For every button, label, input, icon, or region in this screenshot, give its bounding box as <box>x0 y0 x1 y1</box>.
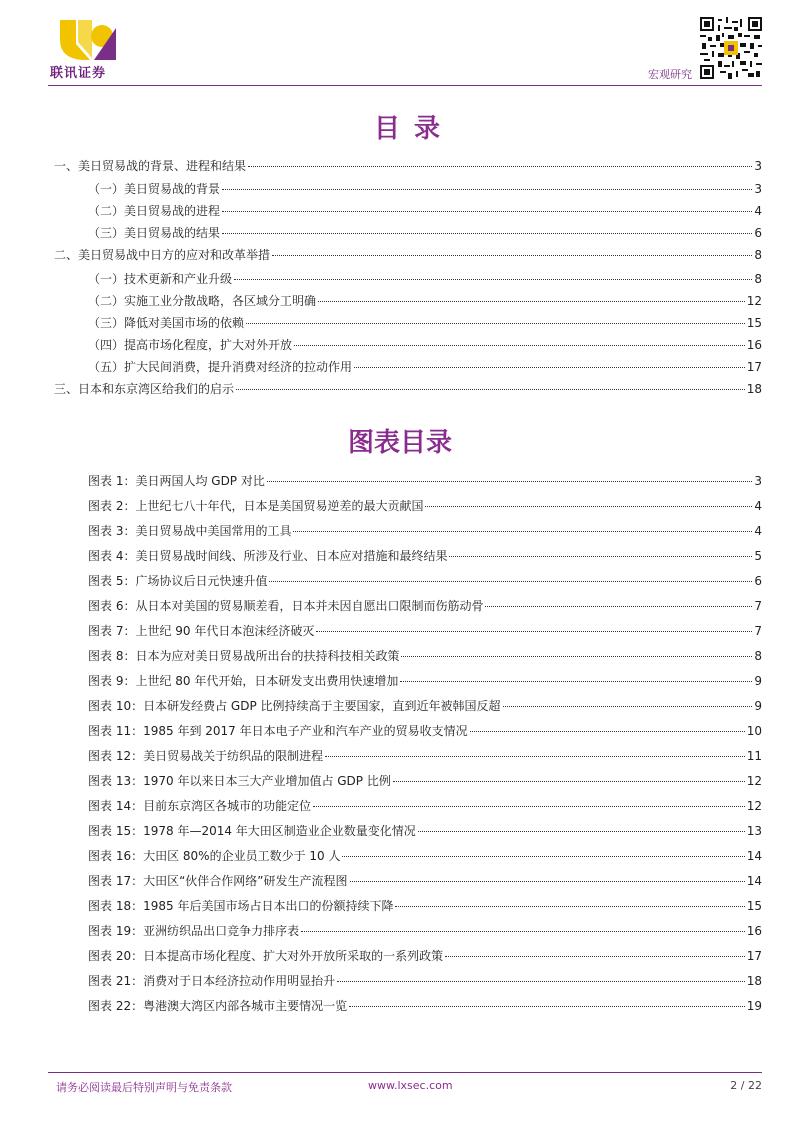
leader-dots <box>246 322 745 324</box>
figure-entry-title: 图表 20：日本提高市场化程度、扩大对外开放所采取的一系列政策 <box>88 949 444 963</box>
figure-entry-title: 图表 18：1985 年后美国市场占日本出口的份额持续下降 <box>88 899 394 913</box>
figure-entry-page: 10 <box>746 724 762 738</box>
figure-entry-title: 图表 13：1970 年以来日本三大产业增加值占 GDP 比例 <box>88 774 391 788</box>
toc-entry-page: 16 <box>746 338 762 352</box>
figure-entry-title: 图表 9：上世纪 80 年代开始，日本研发支出费用快速增加 <box>88 674 399 688</box>
leader-dots <box>325 755 745 757</box>
figure-entry-title: 图表 5：广场协议后日元快速升值 <box>88 574 268 588</box>
figure-entry-page: 18 <box>746 974 762 988</box>
leader-dots <box>236 388 745 390</box>
figure-entry[interactable] <box>88 547 762 564</box>
toc-entry[interactable] <box>88 336 762 353</box>
figure-entry-title: 图表 16：大田区 80%的企业员工数少于 10 人 <box>88 849 341 863</box>
leader-dots <box>449 555 752 557</box>
figure-entry-title: 图表 7：上世纪 90 年代日本泡沫经济破灭 <box>88 624 315 638</box>
leader-dots <box>234 278 752 280</box>
toc-entry-page: 15 <box>746 316 762 330</box>
leader-dots <box>222 210 752 212</box>
figure-entry[interactable] <box>88 847 762 864</box>
figure-entry-page: 5 <box>754 549 762 563</box>
figure-entry-title: 图表 3：美日贸易战中美国常用的工具 <box>88 524 292 538</box>
leader-dots <box>425 505 752 507</box>
figure-entry[interactable] <box>88 972 762 989</box>
figure-entry-page: 7 <box>754 624 762 638</box>
figure-entry-title: 图表 10：日本研发经费占 GDP 比例持续高于主要国家，直到近年被韩国反超 <box>88 699 501 713</box>
figure-entry-title: 图表 21：消费对于日本经济拉动作用明显抬升 <box>88 974 336 988</box>
leader-dots <box>222 188 752 190</box>
figure-entry-page: 12 <box>746 799 762 813</box>
figure-entry-title: 图表 12：美日贸易战关于纺织品的限制进程 <box>88 749 324 763</box>
figure-entry[interactable] <box>88 472 762 489</box>
toc-entry-title: （二）美日贸易战的进程 <box>88 204 221 218</box>
leader-dots <box>248 165 752 167</box>
toc-entry-page: 3 <box>754 182 762 196</box>
figure-entry-page: 14 <box>746 849 762 863</box>
figures-heading: 图表目录 <box>347 428 452 458</box>
leader-dots <box>445 955 745 957</box>
figure-entry[interactable] <box>88 672 762 689</box>
leader-dots <box>272 254 752 256</box>
toc-entry-page: 17 <box>746 360 762 374</box>
leader-dots <box>293 530 752 532</box>
figure-entry[interactable] <box>88 897 762 914</box>
figure-entry-title: 图表 19：亚洲纺织品出口竞争力排序表 <box>88 924 300 938</box>
figure-entry-title: 图表 15：1978 年—2014 年大田区制造业企业数量变化情况 <box>88 824 416 838</box>
toc-entry-page: 4 <box>754 204 762 218</box>
figure-entry[interactable] <box>88 872 762 889</box>
leader-dots <box>401 655 752 657</box>
brand-name: 联讯证券 <box>50 66 107 81</box>
leader-dots <box>354 366 745 368</box>
figure-entry[interactable] <box>88 747 762 764</box>
figure-entry-title: 图表 1：美日两国人均 GDP 对比 <box>88 474 265 488</box>
figure-entry[interactable] <box>88 522 762 539</box>
toc-entry-title: 一、美日贸易战的背景、进程和结果 <box>54 159 247 173</box>
leader-dots <box>393 780 745 782</box>
figure-entry-title: 图表 17：大田区“伙伴合作网络”研发生产流程图 <box>88 874 348 888</box>
figure-entry[interactable] <box>88 722 762 739</box>
leader-dots <box>503 705 753 707</box>
qr-code-icon <box>700 17 762 79</box>
header-divider <box>48 85 762 86</box>
toc-entry-page: 8 <box>754 248 762 262</box>
leader-dots <box>337 980 745 982</box>
toc-heading: 目录 <box>373 114 454 144</box>
figure-entry-page: 12 <box>746 774 762 788</box>
figure-entry-page: 4 <box>754 499 762 513</box>
company-logo <box>50 14 130 84</box>
footer-disclaimer-link[interactable]: 请务必阅读最后特别声明与免责条款 <box>56 1081 232 1094</box>
figure-entry-page: 7 <box>754 599 762 613</box>
figure-entry-page: 8 <box>754 649 762 663</box>
figure-entry-page: 17 <box>746 949 762 963</box>
toc-entry-page: 6 <box>754 226 762 240</box>
figure-entry-page: 15 <box>746 899 762 913</box>
figure-entry[interactable] <box>88 597 762 614</box>
leader-dots <box>342 855 744 857</box>
figure-entry[interactable] <box>88 647 762 664</box>
toc-entry[interactable] <box>54 380 762 397</box>
toc-entry-title: 三、日本和东京湾区给我们的启示 <box>54 382 235 396</box>
figure-entry[interactable] <box>88 997 762 1014</box>
figure-entry-page: 19 <box>746 999 762 1013</box>
toc-entry-title: 二、美日贸易战中日方的应对和改革举措 <box>54 248 271 262</box>
toc-entry[interactable] <box>54 246 762 263</box>
figure-entry-page: 9 <box>754 674 762 688</box>
figure-entry[interactable] <box>88 697 762 714</box>
figure-entry-page: 16 <box>746 924 762 938</box>
toc-entry[interactable] <box>88 270 762 287</box>
toc-entry[interactable] <box>88 292 762 309</box>
figure-entry-page: 13 <box>746 824 762 838</box>
figure-entry[interactable] <box>88 797 762 814</box>
figure-entry[interactable] <box>88 772 762 789</box>
figure-entry-title: 图表 22：粤港澳大湾区内部各城市主要情况一览 <box>88 999 348 1013</box>
toc-entry-title: （二）实施工业分散战略，各区域分工明确 <box>88 294 317 308</box>
leader-dots <box>318 300 745 302</box>
toc-entry[interactable] <box>88 180 762 197</box>
figure-entry[interactable] <box>88 947 762 964</box>
figure-entry-page: 11 <box>746 749 762 763</box>
logo-icon <box>50 14 130 66</box>
footer-page-number: 2 / 22 <box>730 1079 762 1092</box>
leader-dots <box>470 730 745 732</box>
figure-entry-page: 4 <box>754 524 762 538</box>
toc-entry-title: （四）提高市场化程度，扩大对外开放 <box>88 338 293 352</box>
toc-entry[interactable] <box>88 202 762 219</box>
figure-entry[interactable] <box>88 822 762 839</box>
leader-dots <box>222 232 752 234</box>
footer-divider <box>48 1072 762 1073</box>
figure-entry-title: 图表 6：从日本对美国的贸易顺差看，日本并未因自愿出口限制而伤筋动骨 <box>88 599 484 613</box>
toc-entry-title: （三）美日贸易战的结果 <box>88 226 221 240</box>
figure-entry-title: 图表 14：目前东京湾区各城市的功能定位 <box>88 799 312 813</box>
leader-dots <box>267 480 753 482</box>
toc-entry-page: 3 <box>754 159 762 173</box>
figure-entry-title: 图表 4：美日贸易战时间线、所涉及行业、日本应对措施和最终结果 <box>88 549 448 563</box>
leader-dots <box>301 930 745 932</box>
toc-entry[interactable] <box>88 358 762 375</box>
leader-dots <box>316 630 752 632</box>
toc-entry[interactable] <box>54 157 762 174</box>
section-label: 宏观研究 <box>648 68 692 81</box>
toc-entry-title: （五）扩大民间消费，提升消费对经济的拉动作用 <box>88 360 353 374</box>
figure-entry[interactable] <box>88 922 762 939</box>
figure-entry[interactable] <box>88 622 762 639</box>
leader-dots <box>349 1005 745 1007</box>
toc-entry-page: 8 <box>754 272 762 286</box>
toc-entry[interactable] <box>88 314 762 331</box>
figure-entry-title: 图表 8：日本为应对美日贸易战所出台的扶持科技相关政策 <box>88 649 400 663</box>
leader-dots <box>395 905 744 907</box>
figure-entry-page: 14 <box>746 874 762 888</box>
leader-dots <box>294 344 745 346</box>
figure-entry-page: 3 <box>754 474 762 488</box>
figure-entry-title: 图表 2：上世纪七八十年代，日本是美国贸易逆差的最大贡献国 <box>88 499 424 513</box>
figure-entry[interactable] <box>88 572 762 589</box>
leader-dots <box>485 605 752 607</box>
footer-website-link[interactable]: www.lxsec.com <box>368 1079 453 1092</box>
leader-dots <box>400 680 752 682</box>
leader-dots <box>313 805 745 807</box>
leader-dots <box>269 580 752 582</box>
figure-entry[interactable] <box>88 497 762 514</box>
leader-dots <box>350 880 745 882</box>
toc-entry-page: 12 <box>746 294 762 308</box>
toc-entry-title: （三）降低对美国市场的依赖 <box>88 316 245 330</box>
toc-entry[interactable] <box>88 224 762 241</box>
toc-entry-page: 18 <box>746 382 762 396</box>
leader-dots <box>418 830 745 832</box>
figure-entry-page: 6 <box>754 574 762 588</box>
toc-entry-title: （一）美日贸易战的背景 <box>88 182 221 196</box>
figure-entry-title: 图表 11：1985 年到 2017 年日本电子产业和汽车产业的贸易收支情况 <box>88 724 468 738</box>
toc-entry-title: （一）技术更新和产业升级 <box>88 272 233 286</box>
figure-entry-page: 9 <box>754 699 762 713</box>
